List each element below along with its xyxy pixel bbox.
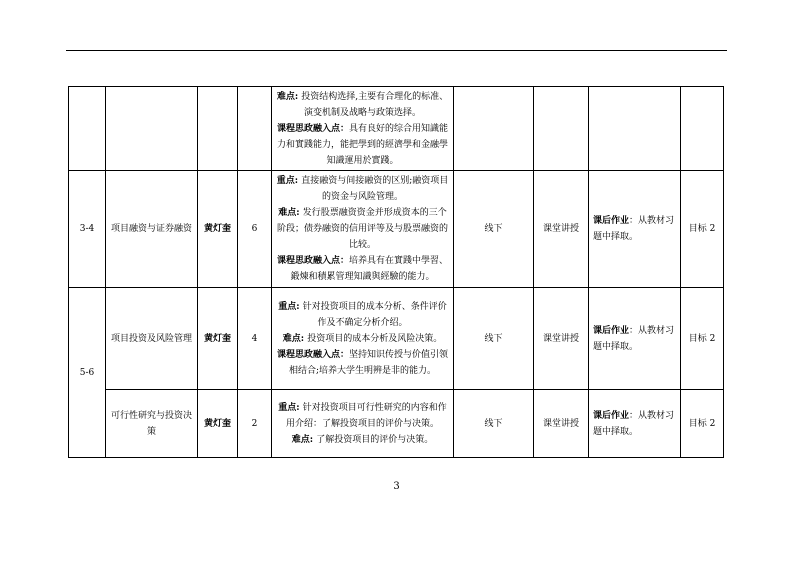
content-text: 投资结构选择,主要有合理化的标准、演变机制及战略与政策选择。 bbox=[301, 91, 449, 118]
mode-cell: 线下 bbox=[454, 171, 534, 288]
content-label: 重点 bbox=[278, 301, 297, 312]
content-sep: : bbox=[294, 176, 302, 186]
content-label: 难点 bbox=[291, 434, 310, 445]
homework-label: 课后作业 bbox=[593, 325, 630, 336]
table-row bbox=[69, 87, 724, 171]
mode-cell: 线下 bbox=[454, 390, 534, 458]
content-text: 针对投资项目可行性研究的内容和作用介绍：了解投资项目的评价与决策。 bbox=[285, 402, 447, 429]
homework-text: ：从教材习题中择取。 bbox=[593, 325, 675, 352]
course-schedule-table bbox=[68, 86, 724, 458]
content-line bbox=[274, 253, 451, 285]
homework-cell bbox=[589, 171, 681, 288]
method-cell: 课堂讲授 bbox=[534, 288, 589, 390]
homework-label: 课后作业 bbox=[593, 216, 630, 226]
content-sep: ： bbox=[339, 349, 349, 360]
content-line bbox=[274, 432, 451, 448]
homework-cell bbox=[589, 87, 681, 171]
content-label: 课程思政融入点 bbox=[276, 123, 340, 134]
goal-cell bbox=[681, 87, 724, 171]
goal-cell: 目标 2 bbox=[681, 171, 724, 288]
content-label: 重点 bbox=[276, 176, 295, 186]
method-cell: 课堂讲授 bbox=[534, 171, 589, 288]
topic-cell: 项目融资与证券融资 bbox=[106, 171, 198, 288]
content-sep: : bbox=[300, 333, 308, 344]
hours-cell: 4 bbox=[238, 288, 272, 390]
homework-text: ：从教材习题中择取。 bbox=[593, 216, 675, 242]
mode-cell bbox=[454, 87, 534, 171]
goal-cell: 目标 2 bbox=[681, 390, 724, 458]
method-cell bbox=[534, 87, 589, 171]
hours-cell: 6 bbox=[238, 171, 272, 288]
homework-cell bbox=[589, 288, 681, 390]
content-sep: : bbox=[294, 91, 302, 102]
homework-label: 课后作业 bbox=[593, 410, 630, 421]
content-label: 难点 bbox=[276, 91, 295, 102]
content-line bbox=[274, 400, 451, 432]
topic-cell: 项目投资及风险管理 bbox=[106, 288, 198, 390]
content-line bbox=[274, 89, 451, 121]
content-cell bbox=[272, 171, 454, 288]
hours-cell bbox=[238, 87, 272, 171]
content-text: 发行股票融资资金并形成资本的三个阶段；债券融资的信用评等及与股票融资的比较。 bbox=[276, 208, 448, 250]
content-cell bbox=[272, 288, 454, 390]
homework-cell bbox=[589, 390, 681, 458]
content-label: 重点 bbox=[278, 402, 297, 413]
table-row bbox=[69, 390, 724, 458]
content-text: 直接融资与间接融资的区别;融资项目的资金与风险管理。 bbox=[301, 176, 449, 202]
content-text: 投资项目的成本分析及风险决策。 bbox=[307, 333, 443, 344]
week-cell: 5-6 bbox=[69, 288, 106, 458]
header-rule bbox=[66, 50, 727, 51]
content-line bbox=[274, 331, 451, 347]
content-sep: : bbox=[309, 434, 317, 445]
content-line bbox=[274, 205, 451, 253]
teacher-cell: 黄灯奎 bbox=[198, 171, 238, 288]
content-label: 难点 bbox=[278, 208, 297, 218]
table-row bbox=[69, 171, 724, 288]
content-line bbox=[274, 299, 451, 331]
content-cell bbox=[272, 390, 454, 458]
content-text: 坚持知识传授与价值引领相结合;培养大学生明辨是非的能力。 bbox=[288, 349, 449, 376]
content-text: 针对投资项目的成本分析、条件评价作及不确定分析介绍。 bbox=[302, 301, 447, 328]
hours-cell: 2 bbox=[238, 390, 272, 458]
topic-cell: 可行性研究与投资决策 bbox=[106, 390, 198, 458]
teacher-cell: 黄灯奎 bbox=[198, 390, 238, 458]
content-label: 课程思政融入点 bbox=[276, 349, 340, 360]
week-cell bbox=[69, 87, 106, 171]
mode-cell: 线下 bbox=[454, 288, 534, 390]
content-sep: : bbox=[296, 208, 303, 218]
content-sep: ： bbox=[339, 123, 349, 134]
table-row bbox=[69, 288, 724, 390]
method-cell: 课堂讲授 bbox=[534, 390, 589, 458]
topic-cell bbox=[106, 87, 198, 171]
content-text: 了解投资项目的评价与决策。 bbox=[316, 434, 434, 445]
teacher-cell: 黄灯奎 bbox=[198, 288, 238, 390]
content-sep: ： bbox=[339, 256, 349, 266]
content-sep: : bbox=[296, 402, 303, 413]
content-line bbox=[274, 121, 451, 169]
teacher-cell bbox=[198, 87, 238, 171]
homework-text: ：从教材习题中择取。 bbox=[593, 410, 675, 437]
content-text: 培养具有在實踐中學習、鍛煉和積累管理知識與經驗的能力。 bbox=[290, 256, 449, 282]
content-sep: : bbox=[296, 301, 303, 312]
page-number: 3 bbox=[393, 481, 400, 492]
content-cell bbox=[272, 87, 454, 171]
content-label: 难点 bbox=[282, 333, 301, 344]
content-line bbox=[274, 347, 451, 379]
content-label: 课程思政融入点 bbox=[276, 256, 340, 266]
goal-cell: 目标 2 bbox=[681, 288, 724, 390]
content-line bbox=[274, 173, 451, 205]
content-text: 具有良好的综合用知識能力和實踐能力，能把學到的經濟學和金融學知識運用於實踐。 bbox=[276, 123, 449, 166]
week-cell: 3-4 bbox=[69, 171, 106, 288]
